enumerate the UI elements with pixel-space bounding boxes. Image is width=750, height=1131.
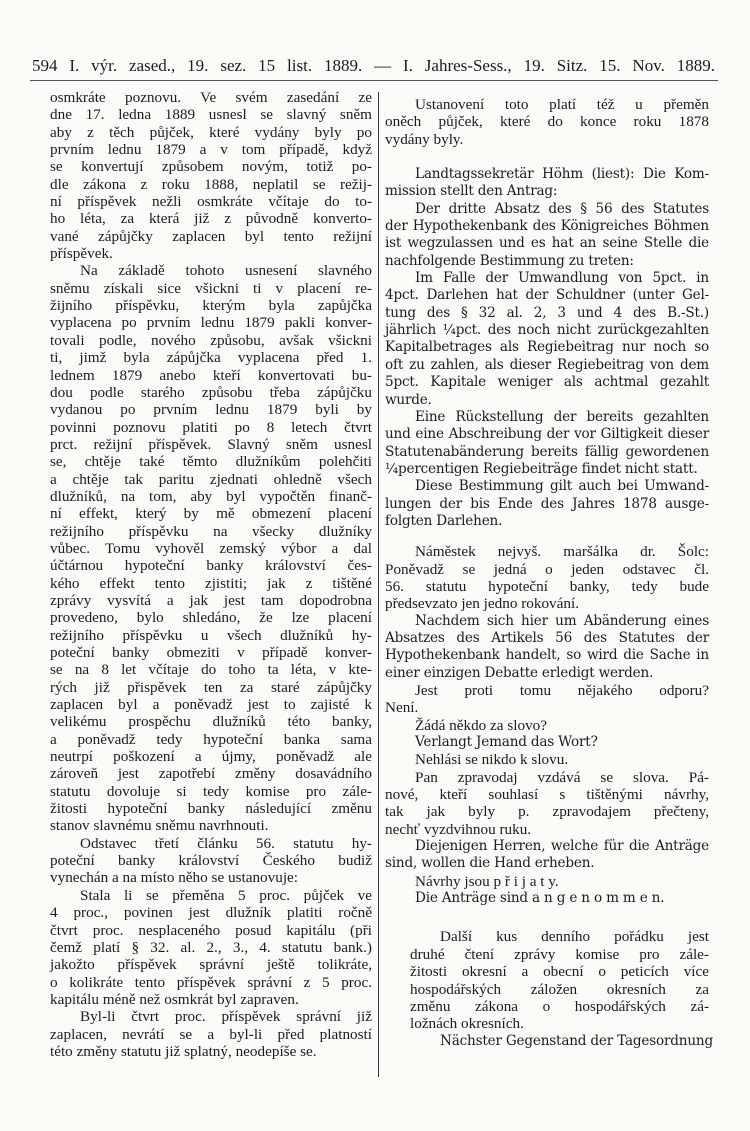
- text-line: Diese Bestimmung gilt auch bei Umwand-: [415, 478, 709, 495]
- text-line: režijního příspěvku na všecky dlužníky: [50, 522, 372, 540]
- text-line: Statutenabänderung bereits fällig gewordenen: [385, 443, 709, 460]
- text-line: nechť vyzdvihnou ruku.: [385, 820, 532, 838]
- text-line: a chtěje tak paritu zjednati ohledně všech: [50, 470, 372, 488]
- paragraph: [385, 717, 709, 734]
- text-line: čtvrt proc. nesplaceného posud kapitálu (při: [50, 921, 372, 939]
- paragraph: [385, 270, 709, 409]
- text-line: příspěvek.: [50, 245, 113, 263]
- paragraph: [385, 890, 709, 907]
- text-line: zaplacen byl a poněvadž jest to zajisté k: [50, 696, 372, 714]
- text-line: stanov slavnému sněmu navrhnouti.: [50, 817, 269, 835]
- paragraph: [385, 478, 709, 530]
- paragraph: [385, 838, 709, 873]
- text-line: vůbec. Tomu vyhověl zemský výbor a dal: [50, 539, 372, 557]
- text-line: Žádá někdo za slovo?: [415, 716, 547, 734]
- text-line: ho léta, za která již z původně konverto-: [50, 210, 372, 228]
- text-line: Nachdem sich hier um Abänderung eines: [415, 612, 709, 629]
- text-line: Na základě tohoto usnesení slavného: [80, 262, 372, 280]
- text-line: sněmu získali sice všickni ti v placení re-: [50, 279, 372, 297]
- text-line: čemž platí § 32. al. 2., 3., 4. statutu bank.): [50, 938, 372, 956]
- text-line: se konvertují způsobem novým, totiž po-: [50, 158, 372, 176]
- text-line: wurde.: [385, 391, 432, 408]
- right-column: [385, 96, 713, 1050]
- text-line: Pan zpravodaj vzdává se slova. Pá-: [415, 768, 709, 786]
- paragraph: [385, 543, 709, 612]
- text-line: Poněvadž se jedná o jeden odstavec čl.: [385, 560, 709, 578]
- text-section: [385, 543, 709, 907]
- paragraph: [385, 682, 709, 717]
- text-line: ¼percentigen Regiebeiträge findet nicht statt.: [385, 460, 698, 477]
- paragraph: [385, 166, 709, 201]
- paragraph: [385, 613, 709, 682]
- text-line: Nehlási se nikdo k slovu.: [415, 751, 569, 769]
- paragraph: [50, 835, 372, 887]
- text-line: ní effekt, který by mě obmezení placení: [50, 505, 372, 523]
- text-line: Kapitalbetrages als Regiebeitrag nur noch so: [385, 339, 709, 356]
- text-line: zároveň jest zapotřebí změny dosavádního: [50, 765, 372, 783]
- paragraph: [385, 409, 709, 478]
- running-header: 594 I. výr. zased., 19. sez. 15 list. 1889. — I. Jahres-Sess., 19. Sitz. 15. Nov. 1889.: [32, 56, 715, 75]
- text-line: předsevzato jen jedno rokování.: [385, 595, 579, 613]
- text-line: vynechán a na místo něho se ustanovuje:: [50, 869, 298, 887]
- text-line: dlužníků, na tom, aby byl vypočtěn finanč-: [50, 487, 372, 505]
- text-line: změnu zákona o hospodářských zá-: [410, 997, 709, 1015]
- paragraph: [410, 1032, 713, 1050]
- text-line: se, chtěje také těmto dlužníkům polehčiti: [50, 453, 372, 471]
- text-line: und eine Abschreibung der vor Giltigkeit dieser: [385, 426, 709, 443]
- text-line: Absatzes des Artikels 56 des Statutes der: [385, 629, 709, 646]
- text-line: 56. statutu hypoteční banky, tedy bude: [385, 577, 709, 595]
- text-line: Jest proti tomu nějakého odporu?: [415, 682, 709, 699]
- text-line: ložnách okresních.: [410, 1015, 524, 1033]
- text-line: Ustanovení toto platí též u přeměn: [415, 96, 709, 113]
- text-line: Není.: [385, 699, 419, 717]
- text-line: druhé čtení zprávy komise pro zále-: [410, 945, 709, 963]
- text-line: Landtagssekretär Höhm (liest): Die Kom-: [415, 166, 709, 183]
- left-column-czech: [50, 89, 372, 1060]
- text-line: Eine Rückstellung der bereits gezahlten: [415, 408, 709, 425]
- text-line: dle zákona z roku 1888, neplatil se režij-: [50, 175, 372, 193]
- text-line: 4pct. Darlehen hat der Schuldner (unter Gel-: [385, 287, 709, 304]
- text-line: režijního příspěvku u všech dlužníků hy-: [50, 626, 372, 644]
- text-line: kého effekt tento zjistiti; jak z tištěné: [50, 574, 372, 592]
- paragraph: [50, 887, 372, 1008]
- text-line: Der dritte Absatz des § 56 des Statutes: [415, 200, 709, 217]
- text-line: Stala li se přeměna 5 proc. půjček ve: [80, 886, 372, 904]
- text-line: Hypothekenbank handelt, so wird die Sache in: [385, 647, 709, 664]
- text-line: vané zápůjčky zaplacen byl tento režijní: [50, 227, 372, 245]
- text-line: Návrhy jsou p ř i j a t y.: [415, 872, 559, 890]
- text-line: tak jak byly p. zpravodajem přečteny,: [385, 803, 709, 821]
- text-line: prct. režijní příspěvek. Slavný sněm usnesl: [50, 435, 372, 453]
- text-line: kapitálu méně než osmkrát byl zapraven.: [50, 990, 299, 1008]
- paragraph: [50, 262, 372, 834]
- text-line: oněch půjček, které do konce roku 1878: [385, 113, 709, 131]
- text-line: zaplacen, nevrátí se a byl-li před platností: [50, 1025, 372, 1043]
- text-line: zprávy vysvítá a jak jest tam dopodrobna: [50, 591, 372, 609]
- text-line: mission stellt den Antrag:: [385, 183, 558, 200]
- text-line: vydanou po prvním lednu 1879 byli by: [50, 401, 372, 419]
- paragraph: [50, 89, 372, 262]
- text-line: statutu dovoluje si tedy komise pro zále-: [50, 782, 372, 800]
- text-section: [410, 928, 713, 1049]
- text-line: Byl-li čtvrt proc. příspěvek správní již: [80, 1008, 372, 1026]
- text-line: žijního příspěvku, kterým byla zapůjčka: [50, 297, 372, 315]
- text-line: vydány byly.: [385, 130, 464, 148]
- text-line: rých již přispěvek ten za staré zápůjčky: [50, 678, 372, 696]
- header-rule: [30, 80, 718, 81]
- text-line: o kolikráte tento příspěvek správní z 5 proc.: [50, 973, 372, 991]
- paragraph: [385, 769, 709, 838]
- text-line: neutrpí poškození a újmy, poněvadž ale: [50, 748, 372, 766]
- text-line: účtárnou hypoteční banky království čes-: [50, 557, 372, 575]
- text-line: Náměstek nejvyš. maršálka dr. Šolc:: [415, 543, 709, 561]
- text-line: 4 proc., povinen jest dlužník platiti ročně: [50, 904, 372, 922]
- text-line: dne 17. ledna 1889 usnesl se slavný sněm: [50, 106, 372, 124]
- text-line: sind, wollen die Hand erheben.: [385, 855, 595, 872]
- text-line: prvním lednu 1879 a v tom případě, když: [50, 141, 372, 159]
- paragraph: [385, 96, 709, 148]
- text-line: einer einzigen Debatte erledigt werden.: [385, 664, 654, 681]
- text-line: Další kus denního pořádku jest: [440, 928, 709, 946]
- text-line: nachfolgende Bestimmung zu treten:: [385, 252, 634, 269]
- text-line: jährlich ¼pct. des noch nicht zurückgezahlten: [385, 322, 709, 339]
- text-line: se na 8 let včítaje do toho ta léta, v kte-: [50, 661, 372, 679]
- column-divider: [378, 92, 379, 1077]
- text-line: hospodářských záložen okresních za: [410, 980, 709, 998]
- paragraph: [50, 1008, 372, 1060]
- text-line: tung des § 32 al. 2, 3 und 4 des B.-St.): [385, 304, 709, 321]
- text-line: Die Anträge sind a n g e n o m m e n.: [415, 890, 665, 907]
- text-line: velikému prospěchu dlužníků této banky,: [50, 713, 372, 731]
- text-section: [385, 166, 709, 530]
- text-line: a poněvadž tedy hypoteční banka sama: [50, 730, 372, 748]
- paragraph: [410, 928, 709, 1032]
- text-line: Im Falle der Umwandlung von 5pct. in: [415, 270, 709, 287]
- text-line: vyplacena po prvním lednu 1879 pakli konver-: [50, 314, 372, 332]
- text-line: Verlangt Jemand das Wort?: [415, 734, 598, 751]
- text-line: 5pct. Kapitale weniger als achtmal gezahlt: [385, 374, 709, 391]
- text-line: Nächster Gegenstand der Tagesordnung: [440, 1032, 713, 1049]
- text-line: der Hypothekenbank des Königreiches Böhmen: [385, 218, 709, 235]
- text-line: osmkráte poznovu. Ve svém zasedání ze: [50, 89, 372, 106]
- text-line: provedeno, bylo shledáno, že lze placení: [50, 609, 372, 627]
- paragraph: [385, 751, 709, 768]
- paragraph: [385, 201, 709, 270]
- text-line: Diejenigen Herren, welche für die Anträge: [415, 838, 709, 855]
- paragraph: [385, 734, 709, 751]
- text-line: Odstavec třetí článku 56. statutu hy-: [80, 834, 372, 852]
- text-line: tovali podle, nového způsobu, avšak všickni: [50, 331, 372, 349]
- text-line: lednem 1879 anebo kteří konvertovati bu-: [50, 366, 372, 384]
- text-line: jakožto příspěvek správní ještě tolikráte,: [50, 956, 372, 974]
- text-line: povinni poznovu platiti po 8 letech čtvrt: [50, 418, 372, 436]
- text-line: ti, jimž byla zápůjčka vyplacena před 1.: [50, 349, 372, 367]
- text-line: žitosti hypoteční banky následující změnu: [50, 800, 372, 818]
- text-line: lungen der bis Ende des Jahres 1878 ausge-: [385, 495, 709, 512]
- text-line: ist wegzulassen und es hat an seine Stelle die: [385, 235, 709, 252]
- paragraph: [385, 873, 709, 890]
- text-line: nové, kteří souhlasí s tištěnými návrhy,: [385, 786, 709, 804]
- text-line: dou podle starého způsobu třeba zápůjčku: [50, 383, 372, 401]
- text-line: folgten Darlehen.: [385, 512, 503, 529]
- text-section: [50, 89, 372, 1060]
- text-section: [385, 96, 709, 148]
- text-line: žitosti okresní a obecní o peticích více: [410, 963, 709, 981]
- text-line: aby z těch půjček, které vydány byly po: [50, 123, 372, 141]
- text-line: této změny statutu již splatný, neodepíše se.: [50, 1042, 317, 1060]
- text-line: poteční banky království Českého budiž: [50, 852, 372, 870]
- text-line: poteční banky obmeziti v případě konver-: [50, 644, 372, 661]
- text-line: ní příspěvek nežli osmkráte včítaje do to-: [50, 193, 372, 211]
- text-line: oft zu zahlen, als dieser Regiebeitrag von dem: [385, 356, 709, 373]
